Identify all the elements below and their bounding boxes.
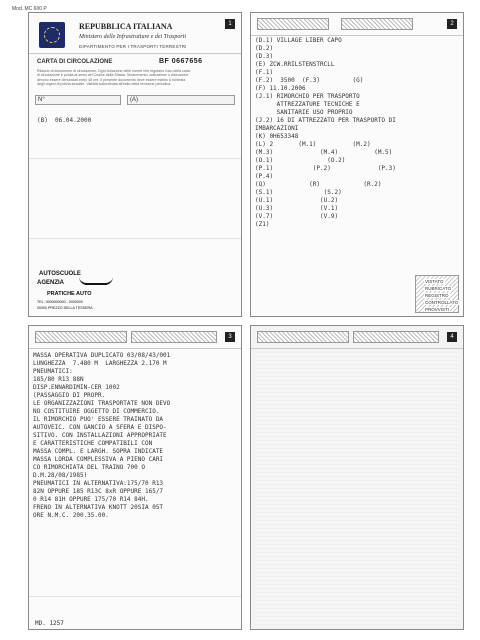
panel-1: 1 REPUBBLICA ITALIANA Ministero delle Infrastrutture e dei Trasporti DIPARTIMENTO PER I TRASPORTI TERRESTRI CARTA DI CIRCOLAZIONE BF 0667656 Rilascio di documento di circolazione. Ogni violazione delle norme che regolano l'uso della carta di circolazione è punita ai sensi del Codice della Strada. Smarrimento, sottrazione o distruzione devono essere denunciati entro 48 ore. Il presente documento deve essere esibito a richiesta degli organi di polizia stradale. Validità subordinata all'esito della revisione periodica. N° (A) (B) 06.04.2000 AUTOSCUOLE AGENZIA PRATICHE AUTO TEL. 0000000000 - 0000000 00000 PREZZO DELLA TESSERA: [28, 12, 242, 317]
panel-3: [28, 325, 242, 630]
ministry-title: Ministero delle Infrastrutture e dei Trasporti: [79, 34, 187, 40]
form-code-label: Mod. MC 600 P: [12, 6, 47, 12]
department-title: DIPARTIMENTO PER I TRASPORTI TERRESTRI: [79, 44, 187, 49]
republic-title: REPUBBLICA ITALIANA: [79, 22, 173, 31]
hatched-field: [131, 331, 217, 343]
control-stamp: VISTATO RUBRICATO REGISTRO CONTROLLATO PROVVISTI: [415, 275, 459, 313]
hatched-field: [257, 331, 349, 343]
hatched-field: [353, 331, 439, 343]
vehicle-data-fields: (D.1) VILLAGE LIBER CAPO (D.2) (D.3) (E) ZCW.RRILSTENSTRCLL (F.1) (F.2) 3500 (F.3) (G) (F) 11.10.2006 (J.1) RIMORCHIO PER TRASPORTO ATTREZZATURE TECNICHE E SANITARIE USO PROPRIO (J.2) 16 DI ATTREZZATO PER TRASPORTO DI IMBARCAZIONI (K) 0H653348 (L) 2 (M.1) (M.2) (M.3) (M.4) (M.5) (O.1) (O.2) (P.1) (P.2) (P.3) (P.4) (Q) (R) (R.2) (S.1) (S.2) (U.1) (U.2) (U.3) (V.1) (V.7) (V.9) (Z1): [255, 37, 396, 228]
panel-number: 2: [447, 19, 457, 29]
hatched-field: [341, 18, 413, 30]
document-title: CARTA DI CIRCOLAZIONE: [37, 59, 113, 65]
bottom-code: MD. 1257: [35, 620, 64, 627]
serial-number: BF 0667656: [159, 58, 203, 65]
panel-4: [250, 325, 464, 630]
eu-emblem-icon: [39, 22, 65, 48]
panel-2: [250, 12, 464, 317]
signature-scribble: [79, 277, 113, 285]
panel-number: 3: [225, 332, 235, 342]
field-n: N°: [35, 95, 121, 105]
panel-number: 1: [225, 19, 235, 29]
registration-date: (B) 06.04.2000: [37, 117, 92, 124]
hatched-field: [35, 331, 127, 343]
panel-number: 4: [447, 332, 457, 342]
field-a: (A): [127, 95, 235, 105]
hatched-field: [257, 18, 329, 30]
legal-fineprint: Rilascio di documento di circolazione. Ogni violazione delle norme che regolano l'uso della carta di circolazione è punita ai sensi del Codice della Strada. Smarrimento, sottrazione o distruzione devono essere denunciati entro 48 ore. Il presente documento deve essere esibito a richiesta degli organi di polizia stradale. Validità subordinata all'esito della revisione periodica.: [37, 69, 190, 87]
annotations-text: MASSA OPERATIVA DUPLICATO 03/08/43/001 LUNGHEZZA 7.480 M LARGHEZZA 2.170 M PNEUMATICI: 185/80 R13 88N DISP.ENNARDIMIN-CER 1002 (PASSAGGIO DI PROPR. LE ORGANIZZAZIONI TRASPORTATE NON DEVO NO COSTITUIRE OGGETTO DI COMMERCIO. IL RIMORCHIO PUO' ESSERE TRAINATO DA AUTOVEIC. CON GANCIO A SFERA E DISPO- SITIVO. CON INSTALLAZIONI APPROPRIATE E CARATTERISTICHE COMPATIBILI CON MASSA COMPL. E LARGH. SOPRA INDICATE MASSA LORDA COMPLESSIVA A PIENO CARI CO RIMORCHIATA DEL TRAINO 700 O D.M.28/08/1985) PNEUMATICI IN ALTERNATIVA:175/70 R13 82N OPPURE 185 R13C 8xR OPPURE 165/7 0 R14 81H OPPURE 175/70 R14 84H. FRENO IN ALTERNATIVA KNOTT 20SIA 05T ORE N.M.C. 200.35.00.: [33, 352, 171, 519]
blank-area: [255, 352, 459, 625]
